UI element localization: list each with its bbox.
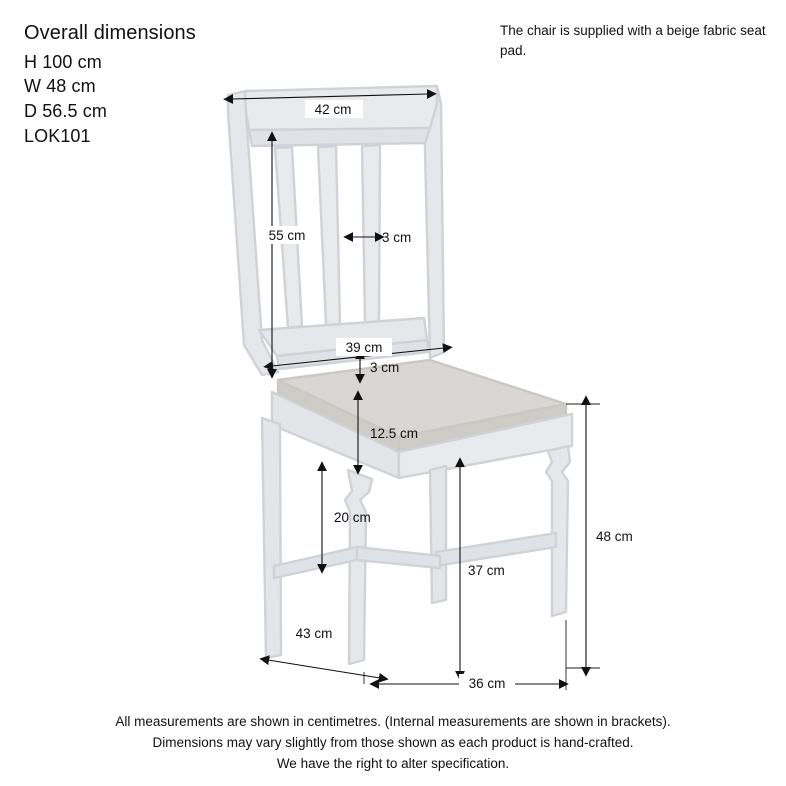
- dimension-width: W 48 cm: [24, 76, 96, 97]
- label-front-leg-spread: 36 cm: [468, 676, 506, 691]
- supply-note: The chair is supplied with a beige fabric seat pad.: [500, 23, 766, 58]
- label-seat-back-width: 39 cm: [345, 340, 383, 355]
- label-rail-thickness: 3 cm: [370, 360, 400, 375]
- footer-line-2: Dimensions may vary slightly from those shown as each product is hand-crafted.: [152, 734, 634, 750]
- label-top-rail-width: 42 cm: [314, 102, 352, 117]
- dimension-depth: D 56.5 cm: [24, 101, 107, 122]
- chair-illustration: [228, 86, 572, 664]
- dimension-height: H 100 cm: [24, 51, 102, 72]
- label-rear-leg-spread: 43 cm: [295, 626, 333, 641]
- dimline-rear-leg-spread: [268, 660, 380, 678]
- product-code: LOK101: [24, 126, 91, 147]
- label-seat-height: 37 cm: [468, 563, 505, 578]
- footer-line-3: We have the right to alter specification.: [276, 755, 510, 771]
- footer-line-1: All measurements are shown in centimetres. (Internal measurements are shown in brackets).: [115, 714, 671, 729]
- label-overall-width: 48 cm: [596, 529, 633, 544]
- label-back-height: 55 cm: [268, 228, 306, 243]
- page-title: Overall dimensions: [24, 22, 196, 44]
- label-seat-thickness: 12.5 cm: [370, 426, 419, 441]
- label-stretcher-height: 20 cm: [334, 510, 371, 525]
- footer-disclaimer: [0, 712, 786, 775]
- label-slat-width: 3 cm: [382, 230, 412, 245]
